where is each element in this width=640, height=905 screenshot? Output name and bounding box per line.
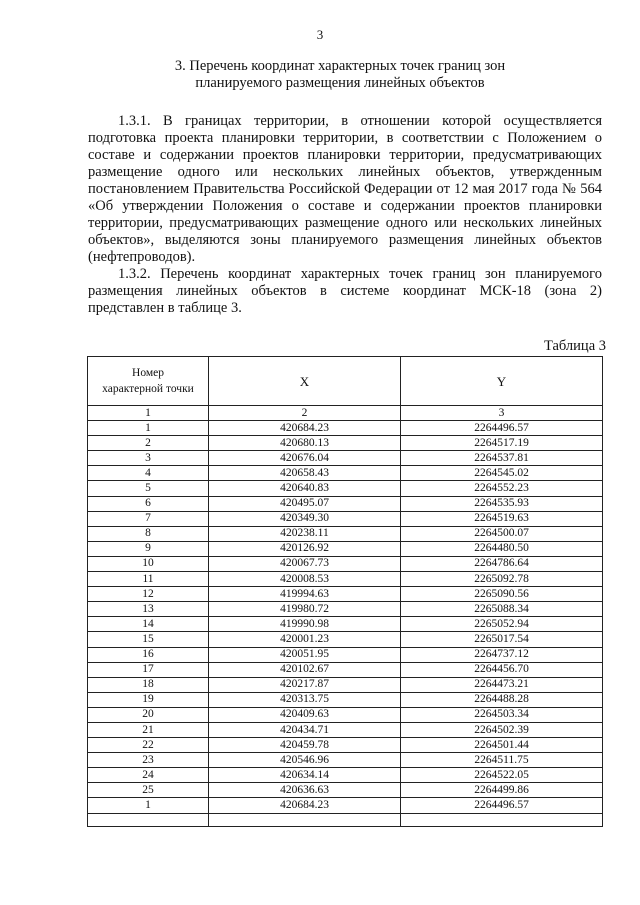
table-row	[88, 722, 603, 737]
point-number-cell: 8	[88, 526, 209, 541]
section-heading	[110, 58, 570, 92]
y-coordinate-cell: 2264545.02	[401, 466, 603, 481]
x-coordinate-cell: 420658.43	[209, 466, 401, 481]
y-coordinate-cell: 2264552.23	[401, 481, 603, 496]
table-row	[88, 511, 603, 526]
y-coordinate-cell: 2265090.56	[401, 587, 603, 602]
y-coordinate-cell: 2265092.78	[401, 572, 603, 587]
point-number-cell: 4	[88, 466, 209, 481]
y-coordinate-cell: 2264786.64	[401, 556, 603, 571]
point-number-cell: 24	[88, 768, 209, 783]
y-coordinate-cell: 2264496.57	[401, 421, 603, 436]
y-coordinate-cell: 2265017.54	[401, 632, 603, 647]
header-point-number-line2: характерной точки	[102, 383, 194, 395]
x-coordinate-cell: 420313.75	[209, 692, 401, 707]
header-point-number	[88, 357, 209, 406]
table-row	[88, 783, 603, 798]
page-number: 3	[316, 27, 324, 42]
point-number-cell: 20	[88, 707, 209, 722]
table-row	[88, 451, 603, 466]
y-coordinate-cell: 2264456.70	[401, 662, 603, 677]
column-number: 2	[209, 406, 401, 421]
paragraph-1-3-1: 1.3.1. В границах территории, в отношении которой осуществляется подготовка проекта планировки территории, в соответствии с Положением о составе и содержании проектов планировки территории, предусматривающих размещение одного или нескольких линейных объектов, утвержденным постановлением Правительства Российской Федерации от 12 мая 2017 года № 564 «Об утверждении Положения о составе и содержании проектов планировки территории, предусматривающих размещение одного или нескольких линейных объектов», выделяются зоны планируемого размещения линейных объектов (нефтепроводов).	[88, 113, 602, 265]
point-number-cell: 7	[88, 511, 209, 526]
table-row	[88, 768, 603, 783]
y-coordinate-cell: 2264502.39	[401, 722, 603, 737]
point-number-cell: 14	[88, 617, 209, 632]
table-row	[88, 707, 603, 722]
y-coordinate-cell: 2264535.93	[401, 496, 603, 511]
point-number-cell: 22	[88, 738, 209, 753]
x-coordinate-cell: 420684.23	[209, 798, 401, 813]
point-number-cell: 9	[88, 541, 209, 556]
paragraph-1-3-2: 1.3.2. Перечень координат характерных точек границ зон планируемого размещения линейных объектов в системе координат МСК-18 (зона 2) представлен в таблице 3.	[88, 266, 602, 316]
section-heading-line1: 3. Перечень координат характерных точек границ зон	[174, 58, 506, 74]
table-label: Таблица 3	[543, 338, 606, 354]
x-coordinate-cell: 420349.30	[209, 511, 401, 526]
table-row	[88, 481, 603, 496]
section-heading-line2: планируемого размещения линейных объектов	[195, 75, 485, 91]
x-coordinate-cell: 420684.23	[209, 421, 401, 436]
point-number-cell: 2	[88, 436, 209, 451]
table-row	[88, 602, 603, 617]
point-number-cell: 13	[88, 602, 209, 617]
x-coordinate-cell: 420680.13	[209, 436, 401, 451]
point-number-cell: 25	[88, 783, 209, 798]
x-coordinate-cell: 420051.95	[209, 647, 401, 662]
point-number-cell: 3	[88, 451, 209, 466]
y-coordinate-cell: 2265088.34	[401, 602, 603, 617]
table-row	[88, 556, 603, 571]
table-row	[88, 587, 603, 602]
y-coordinate-cell: 2264500.07	[401, 526, 603, 541]
coordinates-table	[87, 356, 603, 827]
x-coordinate-cell: 420126.92	[209, 541, 401, 556]
x-coordinate-cell: 420546.96	[209, 753, 401, 768]
point-number-cell: 19	[88, 692, 209, 707]
table-body	[88, 421, 603, 813]
x-coordinate-cell: 420409.63	[209, 707, 401, 722]
y-coordinate-cell: 2264473.21	[401, 677, 603, 692]
x-coordinate-cell: 420640.83	[209, 481, 401, 496]
x-coordinate-cell: 420459.78	[209, 738, 401, 753]
point-number-cell: 10	[88, 556, 209, 571]
y-coordinate-cell: 2264537.81	[401, 451, 603, 466]
x-coordinate-cell: 420067.73	[209, 556, 401, 571]
header-y: Y	[401, 357, 603, 406]
y-coordinate-cell: 2264496.57	[401, 798, 603, 813]
y-coordinate-cell: 2264503.34	[401, 707, 603, 722]
point-number-cell: 16	[88, 647, 209, 662]
point-number-cell: 23	[88, 753, 209, 768]
table-row	[88, 436, 603, 451]
y-coordinate-cell: 2264480.50	[401, 541, 603, 556]
x-coordinate-cell: 420217.87	[209, 677, 401, 692]
table-row	[88, 677, 603, 692]
table-row	[88, 541, 603, 556]
y-coordinate-cell: 2265052.94	[401, 617, 603, 632]
y-coordinate-cell: 2264501.44	[401, 738, 603, 753]
x-coordinate-cell: 420636.63	[209, 783, 401, 798]
column-number-row	[88, 406, 603, 421]
y-coordinate-cell: 2264517.19	[401, 436, 603, 451]
x-coordinate-cell: 419990.98	[209, 617, 401, 632]
x-coordinate-cell: 420495.07	[209, 496, 401, 511]
table-row	[88, 753, 603, 768]
x-coordinate-cell: 420676.04	[209, 451, 401, 466]
header-point-number-line1: Номер	[132, 367, 164, 379]
header-x: X	[209, 357, 401, 406]
y-coordinate-cell: 2264522.05	[401, 768, 603, 783]
table-row	[88, 421, 603, 436]
y-coordinate-cell: 2264511.75	[401, 753, 603, 768]
table-row	[88, 526, 603, 541]
y-coordinate-cell: 2264519.63	[401, 511, 603, 526]
empty-table-row	[88, 813, 603, 826]
x-coordinate-cell: 419980.72	[209, 602, 401, 617]
table-row	[88, 572, 603, 587]
table-row	[88, 738, 603, 753]
empty-cell	[88, 813, 209, 826]
table-row	[88, 798, 603, 813]
table-row	[88, 647, 603, 662]
column-number: 1	[88, 406, 209, 421]
empty-cell	[209, 813, 401, 826]
x-coordinate-cell: 420102.67	[209, 662, 401, 677]
y-coordinate-cell: 2264499.86	[401, 783, 603, 798]
point-number-cell: 6	[88, 496, 209, 511]
x-coordinate-cell: 420008.53	[209, 572, 401, 587]
y-coordinate-cell: 2264737.12	[401, 647, 603, 662]
x-coordinate-cell: 420434.71	[209, 722, 401, 737]
point-number-cell: 1	[88, 798, 209, 813]
x-coordinate-cell: 420238.11	[209, 526, 401, 541]
x-coordinate-cell: 420634.14	[209, 768, 401, 783]
point-number-cell: 1	[88, 421, 209, 436]
point-number-cell: 17	[88, 662, 209, 677]
empty-cell	[401, 813, 603, 826]
x-coordinate-cell: 419994.63	[209, 587, 401, 602]
table-header-row	[88, 357, 603, 406]
point-number-cell: 21	[88, 722, 209, 737]
table-row	[88, 617, 603, 632]
table-row	[88, 692, 603, 707]
column-number: 3	[401, 406, 603, 421]
point-number-cell: 18	[88, 677, 209, 692]
x-coordinate-cell: 420001.23	[209, 632, 401, 647]
point-number-cell: 11	[88, 572, 209, 587]
table-row	[88, 662, 603, 677]
table-row	[88, 496, 603, 511]
point-number-cell: 12	[88, 587, 209, 602]
point-number-cell: 15	[88, 632, 209, 647]
y-coordinate-cell: 2264488.28	[401, 692, 603, 707]
point-number-cell: 5	[88, 481, 209, 496]
table-row	[88, 466, 603, 481]
table-row	[88, 632, 603, 647]
